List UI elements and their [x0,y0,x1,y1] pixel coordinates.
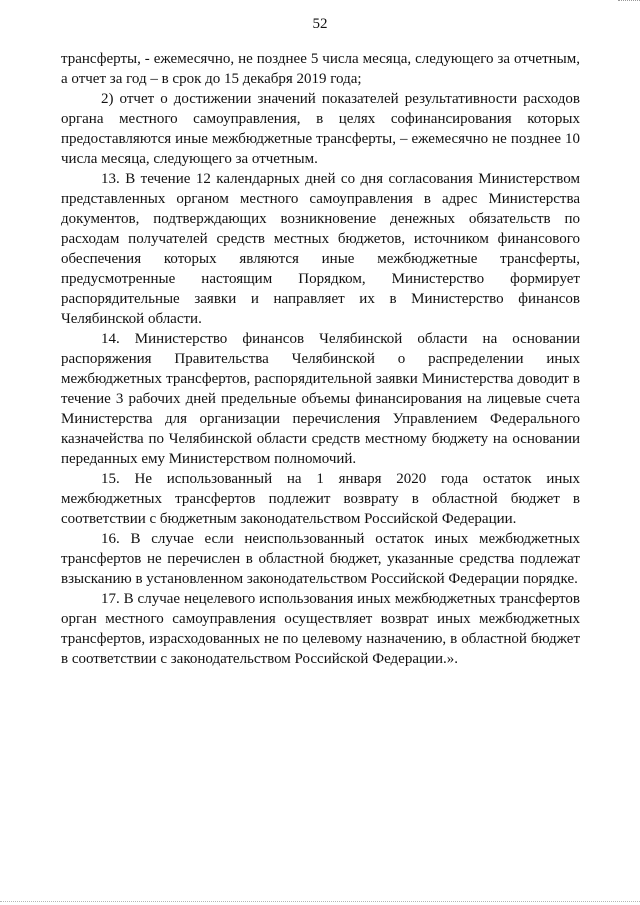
paragraph-17: 17. В случае нецелевого использования иных межбюджетных трансфертов орган местного самоуправления осуществляет возврат иных межбюджетных трансфертов, израсходованных не по целевому назначению, в областной бюджет в соответствии с законодательством Российской Федерации.». [61,591,580,667]
scan-corner-mark [618,0,640,4]
paragraph-13: 13. В течение 12 календарных дней со дня согласования Министерством представленных органом местного самоуправления в адрес Министерства документов, подтверждающих возникновение денежных обязательств по расходам получателей средств местных бюджетов, источником финансового обеспечения которых являются иные межбюджетные трансферты, предусмотренные настоящим Порядком, Министерство формирует распорядительные заявки и направляет их в Министерство финансов Челябинской области. [61,171,580,327]
document-body [61,49,580,669]
paragraph-16: 16. В случае если неиспользованный остаток иных межбюджетных трансфертов не перечислен в областной бюджет, указанные средства подлежат взысканию в установленном законодательством Российской Федерации порядке. [61,531,580,587]
page-number: 52 [312,16,328,32]
scan-bottom-edge [0,901,640,902]
paragraph-continuation: трансферты, - ежемесячно, не позднее 5 числа месяца, следующего за отчетным, а отчет за год – в срок до 15 декабря 2019 года; [61,51,580,87]
paragraph-15: 15. Не использованный на 1 января 2020 года остаток иных межбюджетных трансфертов подлежит возврату в областной бюджет в соответствии с бюджетным законодательством Российской Федерации. [61,471,580,527]
paragraph-14: 14. Министерство финансов Челябинской области на основании распоряжения Правительства Челябинской о распределении иных межбюджетных трансфертов, распорядительной заявки Министерства доводит в течение 3 рабочих дней предельные объемы финансирования на лицевые счета Министерства для организации перечисления Управлением Федерального казначейства по Челябинской области средств местному бюджету на основании переданных ему Министерством полномочий. [61,331,580,467]
paragraph-item-2: 2) отчет о достижении значений показателей результативности расходов органа местного самоуправления, в целях софинансирования которых предоставляются иные межбюджетные трансферты, – ежемесячно не позднее 10 числа месяца, следующего за отчетным. [61,91,580,167]
